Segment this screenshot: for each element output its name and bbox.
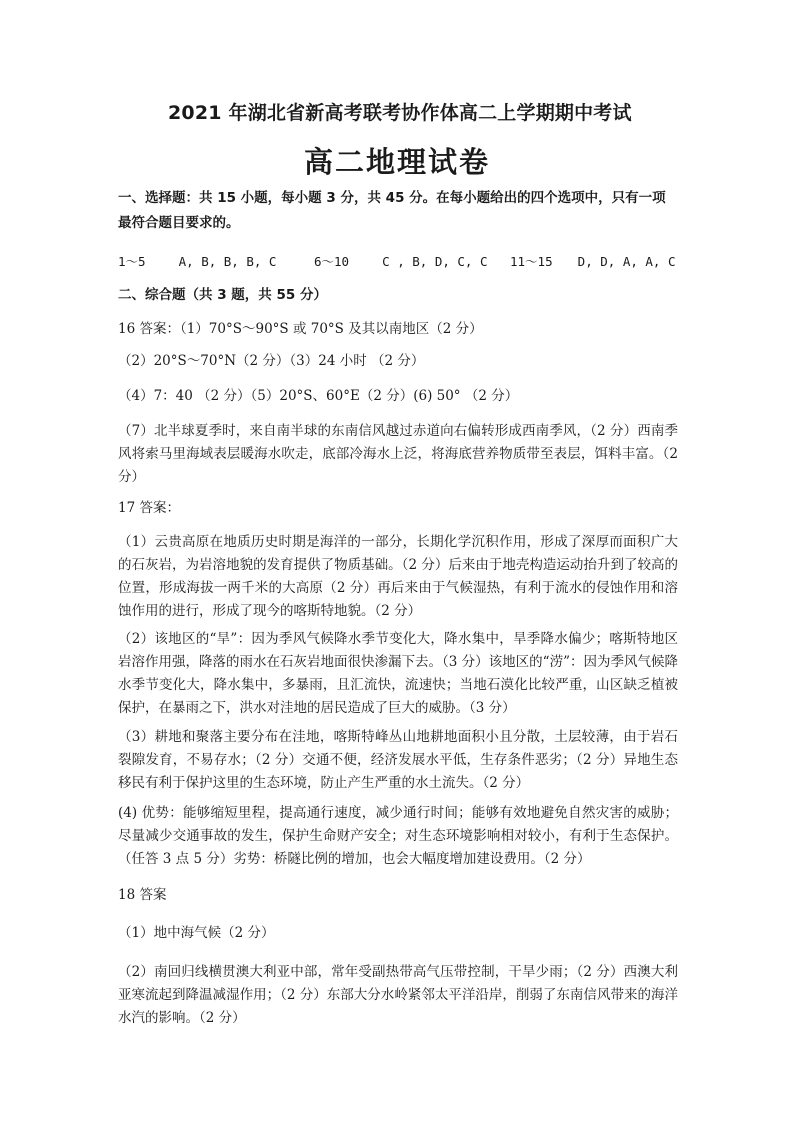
q16-line1: [118, 318, 678, 341]
q17-answer-4-text: (4) 优势：能够缩短里程，提高通行速度，减少通行时间；能够有效地避免自然灾害的威胁；尽量减少交通事故的发生，保护生命财产安全；对生态环境影响相对较小，有利于生态保护。（任答 3 点 5 分）劣势：桥隧比例的增加，也会大幅度增加建设费用。（2 分）: [118, 805, 678, 867]
q18-answer-1-text: （1）地中海气候（2 分）: [118, 925, 275, 941]
q16-answer-7: [118, 420, 678, 489]
q16-line3: [118, 385, 678, 408]
answer-range: 1～5: [118, 254, 146, 269]
section1-heading-line1: 一、选择题：共 15 小题，每小题 3 分，共 45 分。在每小题给出的四个选项中，只有一项: [118, 190, 666, 206]
q17-answer-1: [118, 531, 678, 623]
answer-group-1: [118, 252, 276, 270]
q18-answer-1: [118, 922, 678, 945]
q18-answer-2: [118, 961, 678, 1030]
answer-range: 6～10: [314, 254, 350, 269]
answer-group-3: [510, 252, 676, 270]
section2-heading: 二、综合题（共 3 题，共 55 分）: [118, 287, 327, 303]
q16-answer-4-6: （4）7：40 （2 分）（5）20°S、60°E（2 分）(6) 50° （2 分）: [118, 388, 519, 404]
exam-title: 2021 年湖北省新高考联考协作体高二上学期期中考试: [168, 102, 632, 124]
answer-letters: A, B, B, B, C: [178, 254, 277, 269]
answer-letters: C , B, D, C, C: [382, 254, 488, 269]
q17-answer-2-text: （2）该地区的“旱”：因为季风气候降水季节变化大，降水集中，旱季降水偏少；喀斯特地区岩溶作用强，降落的雨水在石灰岩地面很快渗漏下去。（3 分）该地区的“涝”：因为季风气候降水季节变化大，降水集中，多暴雨，且汇流快，流速快；当地石漠化比较严重，山区缺乏植被保护，在暴雨之下，洪水对洼地的居民造成了巨大的威胁。（3 分）: [118, 631, 678, 716]
q16-answer-1: 16 答案：（1）70°S～90°S 或 70°S 及其以南地区（2 分）: [118, 321, 483, 337]
q16-line2: [118, 350, 678, 373]
answer-letters: D, D, A, A, C: [577, 254, 676, 269]
section1-heading-line2: 最符合题目要求的。: [118, 215, 240, 231]
q18-label: 18 答案: [118, 887, 167, 903]
q17-label: 17 答案：: [118, 500, 180, 516]
answer-group-2: [314, 252, 488, 270]
q17-answer-1-text: （1）云贵高原在地质历史时期是海洋的一部分，长期化学沉积作用，形成了深厚而面积广大的石灰岩，为岩溶地貌的发育提供了物质基础。（2 分）后来由于地壳构造运动抬升到了较高的位置，形成海拔一两千米的大高原（2 分）再后来由于气候湿热，有利于流水的侵蚀作用和溶蚀作用的进行，形成了现今的喀斯特地貌。（2 分）: [118, 534, 678, 619]
q18-answer-2-text: （2）南回归线横贯澳大利亚中部，常年受副热带高气压带控制，干旱少雨；（2 分）西澳大利亚寒流起到降温减湿作用；（2 分）东部大分水岭紧邻太平洋沿岸，削弱了东南信风带来的海洋水汽的影响。（2 分）: [118, 964, 678, 1026]
q17-answer-3: [118, 726, 678, 795]
answer-range: 11～15: [510, 254, 553, 269]
paper-title: 高二地理试卷: [303, 145, 490, 179]
q17-answer-3-text: （3）耕地和聚落主要分布在洼地，喀斯特峰丛山地耕地面积小且分散，土层较薄，由于岩石裂隙发育，不易存水；（2 分）交通不便，经济发展水平低，生存条件恶劣；（2 分）异地生态移民有利于保护这里的生态环境，防止产生严重的水土流失。（2 分）: [118, 729, 678, 791]
q17-answer-2: [118, 628, 678, 720]
q16-answer-2-3: （2）20°S～70°N（2 分）（3）24 小时 （2 分）: [118, 353, 425, 369]
q16-answer-7-text: （7）北半球夏季时，来自南半球的东南信风越过赤道向右偏转形成西南季风，（2 分）西南季风将索马里海域表层暖海水吹走，底部冷海水上泛，将海底营养物质带至表层，饵料丰富。（2 分）: [118, 423, 678, 485]
section1-heading: [118, 186, 678, 236]
q17-answer-4: [118, 802, 678, 871]
